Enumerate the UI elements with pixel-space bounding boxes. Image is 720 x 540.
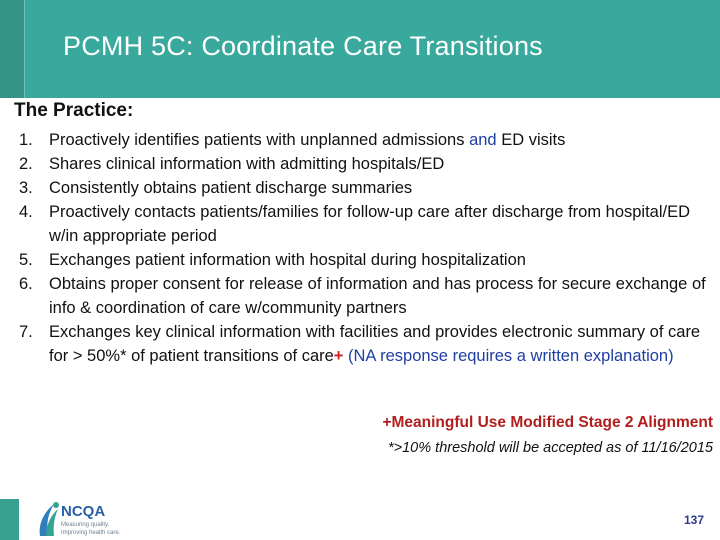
item-number: 3. (19, 179, 33, 197)
list-item (0, 248, 712, 272)
logo-tagline-1: Measuring quality. (61, 522, 110, 528)
item-text: Proactively contacts patients/families for follow-up care after discharge from hospital/ED w/in appropriate period (49, 203, 691, 245)
list-item (0, 320, 712, 368)
item-number: 5. (19, 251, 33, 269)
item-text: ED visits (496, 131, 566, 149)
item-text: Exchanges patient information with hospital during hospitalization (49, 251, 526, 269)
section-heading: The Practice: (14, 100, 134, 121)
item-text: Exchanges key clinical information with facilities and provides electronic summary of care for > 50%* of patient transitions of care (49, 323, 701, 365)
list-item (0, 176, 712, 200)
list-item (0, 272, 712, 320)
item-text: Shares clinical information with admitting hospitals/ED (49, 155, 445, 173)
item-text: Consistently obtains patient discharge summaries (49, 179, 413, 197)
banner-left-band (0, 0, 24, 98)
item-text: Proactively identifies patients with unplanned admissions (49, 131, 470, 149)
na-note: (NA response requires a written explanation) (343, 347, 674, 365)
meaningful-use-note: +Meaningful Use Modified Stage 2 Alignment (382, 414, 713, 431)
item-highlight-and: and (469, 131, 497, 149)
logo-swoosh-icon (40, 502, 59, 536)
threshold-footnote: *>10% threshold will be accepted as of 11/16/2015 (388, 440, 713, 456)
item-number: 1. (19, 131, 33, 149)
banner-divider (24, 0, 25, 98)
list-item (0, 200, 712, 248)
plus-marker: + (333, 347, 344, 365)
item-number: 7. (19, 323, 33, 341)
item-number: 4. (19, 203, 33, 221)
logo-tagline-2: Improving health care. (61, 530, 121, 536)
ncqa-logo (34, 496, 134, 540)
item-text: Obtains proper consent for release of information and has process for secure exchange of info & coordination of care w/community partners (49, 275, 706, 317)
item-number: 2. (19, 155, 33, 173)
footer-accent-bar (0, 499, 19, 540)
page-number: 137 (683, 513, 704, 527)
logo-wordmark: NCQA (61, 503, 106, 520)
item-number: 6. (19, 275, 33, 293)
list-item (0, 152, 712, 176)
practice-list (0, 128, 712, 368)
list-item (0, 128, 712, 152)
title-banner (0, 0, 720, 98)
slide-title: PCMH 5C: Coordinate Care Transitions (63, 31, 543, 61)
